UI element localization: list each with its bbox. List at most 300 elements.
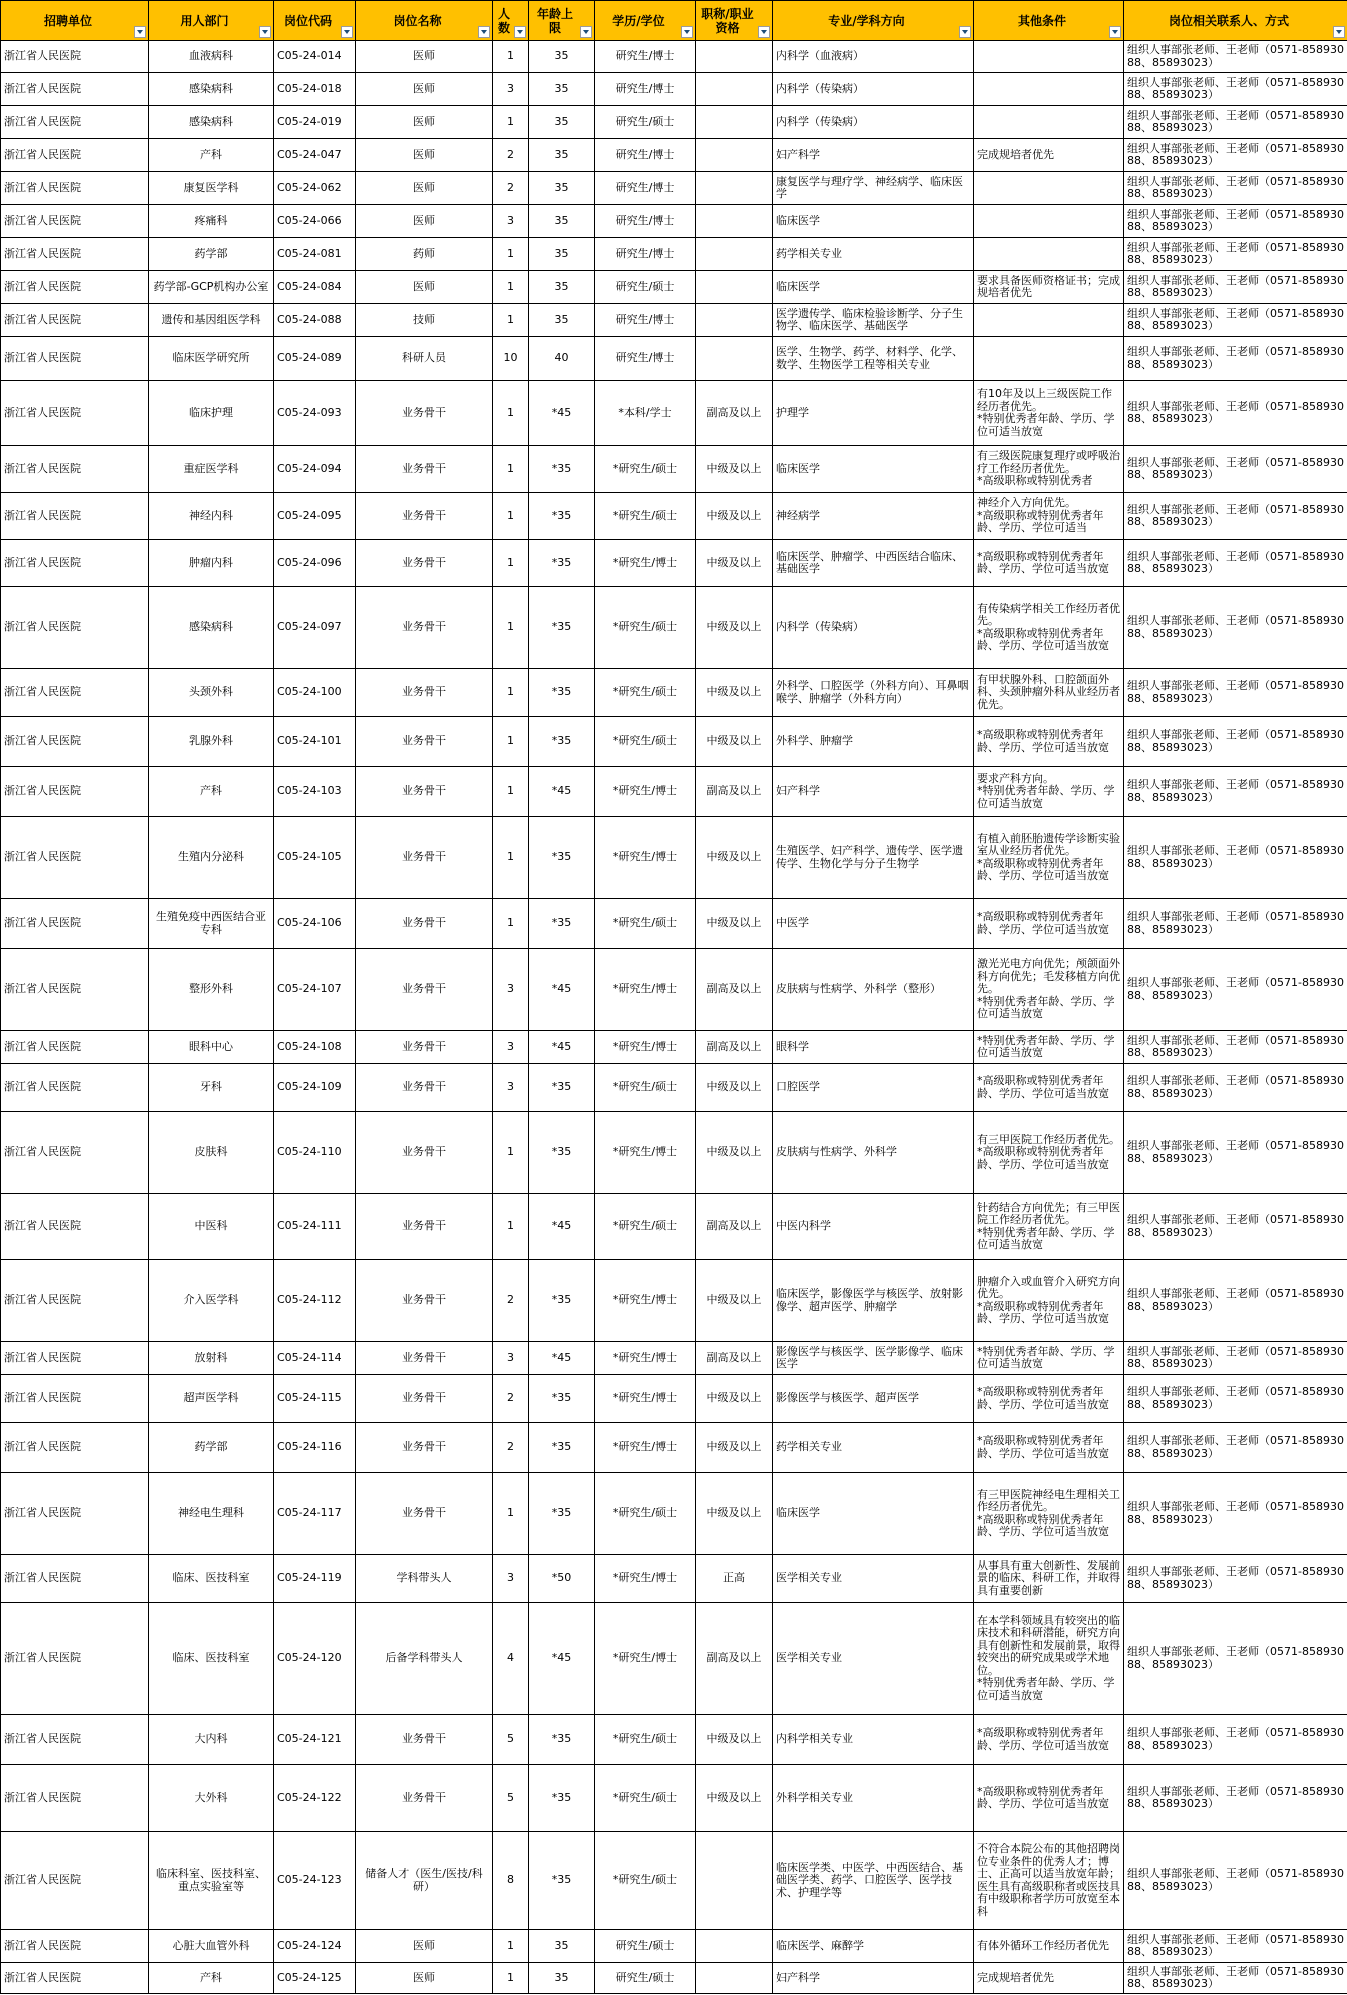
cell-unit[interactable] [1, 540, 149, 587]
cell-rank[interactable] [696, 817, 773, 899]
cell-dept[interactable] [149, 1473, 274, 1555]
cell-unit[interactable] [1, 1963, 149, 1994]
cell-title[interactable] [356, 446, 493, 493]
cell-edu[interactable] [595, 1375, 696, 1423]
cell-title[interactable] [356, 587, 493, 669]
cell-dept[interactable] [149, 587, 274, 669]
cell-age[interactable] [529, 106, 595, 139]
cell-rank[interactable] [696, 1031, 773, 1064]
cell-other[interactable] [974, 1031, 1124, 1064]
cell-major[interactable] [773, 1423, 974, 1473]
cell-other[interactable] [974, 172, 1124, 205]
cell-count[interactable] [493, 205, 529, 238]
cell-dept[interactable] [149, 899, 274, 949]
cell-dept[interactable] [149, 1930, 274, 1963]
cell-contact[interactable] [1124, 446, 1347, 493]
filter-dropdown-icon[interactable] [758, 26, 770, 38]
cell-code[interactable] [274, 1930, 356, 1963]
cell-rank[interactable] [696, 493, 773, 540]
cell-count[interactable] [493, 1112, 529, 1194]
cell-dept[interactable] [149, 304, 274, 337]
cell-edu[interactable] [595, 1194, 696, 1260]
cell-unit[interactable] [1, 1031, 149, 1064]
cell-dept[interactable] [149, 238, 274, 271]
cell-title[interactable] [356, 139, 493, 172]
cell-code[interactable] [274, 205, 356, 238]
cell-contact[interactable] [1124, 304, 1347, 337]
cell-other[interactable] [974, 73, 1124, 106]
cell-contact[interactable] [1124, 337, 1347, 381]
cell-contact[interactable] [1124, 381, 1347, 446]
cell-code[interactable] [274, 817, 356, 899]
cell-major[interactable] [773, 1194, 974, 1260]
cell-title[interactable] [356, 1031, 493, 1064]
cell-other[interactable] [974, 238, 1124, 271]
cell-edu[interactable] [595, 41, 696, 73]
cell-rank[interactable] [696, 949, 773, 1031]
cell-major[interactable] [773, 669, 974, 717]
cell-count[interactable] [493, 1963, 529, 1994]
cell-title[interactable] [356, 493, 493, 540]
cell-major[interactable] [773, 1342, 974, 1375]
cell-age[interactable] [529, 540, 595, 587]
cell-rank[interactable] [696, 1064, 773, 1112]
cell-age[interactable] [529, 1930, 595, 1963]
cell-title[interactable] [356, 1423, 493, 1473]
filter-dropdown-icon[interactable] [1333, 26, 1345, 38]
cell-unit[interactable] [1, 1765, 149, 1832]
cell-title[interactable] [356, 41, 493, 73]
cell-edu[interactable] [595, 1963, 696, 1994]
cell-count[interactable] [493, 106, 529, 139]
cell-other[interactable] [974, 381, 1124, 446]
cell-other[interactable] [974, 205, 1124, 238]
cell-dept[interactable] [149, 1031, 274, 1064]
cell-unit[interactable] [1, 381, 149, 446]
cell-major[interactable] [773, 205, 974, 238]
cell-major[interactable] [773, 1555, 974, 1603]
cell-code[interactable] [274, 1031, 356, 1064]
cell-unit[interactable] [1, 73, 149, 106]
cell-edu[interactable] [595, 587, 696, 669]
cell-rank[interactable] [696, 1963, 773, 1994]
cell-contact[interactable] [1124, 1194, 1347, 1260]
cell-unit[interactable] [1, 1112, 149, 1194]
cell-age[interactable] [529, 1194, 595, 1260]
cell-code[interactable] [274, 446, 356, 493]
cell-title[interactable] [356, 1963, 493, 1994]
cell-edu[interactable] [595, 817, 696, 899]
cell-rank[interactable] [696, 1765, 773, 1832]
cell-other[interactable] [974, 337, 1124, 381]
cell-edu[interactable] [595, 717, 696, 767]
cell-unit[interactable] [1, 1342, 149, 1375]
filter-dropdown-icon[interactable] [1109, 26, 1121, 38]
cell-age[interactable] [529, 271, 595, 304]
cell-dept[interactable] [149, 337, 274, 381]
cell-age[interactable] [529, 669, 595, 717]
cell-major[interactable] [773, 41, 974, 73]
cell-major[interactable] [773, 1112, 974, 1194]
cell-other[interactable] [974, 1603, 1124, 1715]
cell-edu[interactable] [595, 304, 696, 337]
cell-age[interactable] [529, 1603, 595, 1715]
cell-major[interactable] [773, 446, 974, 493]
cell-count[interactable] [493, 1375, 529, 1423]
cell-other[interactable] [974, 41, 1124, 73]
cell-edu[interactable] [595, 767, 696, 817]
cell-major[interactable] [773, 1260, 974, 1342]
cell-dept[interactable] [149, 1603, 274, 1715]
cell-major[interactable] [773, 1832, 974, 1930]
cell-title[interactable] [356, 337, 493, 381]
cell-age[interactable] [529, 817, 595, 899]
cell-major[interactable] [773, 1064, 974, 1112]
filter-dropdown-icon[interactable] [959, 26, 971, 38]
cell-edu[interactable] [595, 669, 696, 717]
cell-other[interactable] [974, 767, 1124, 817]
cell-rank[interactable] [696, 172, 773, 205]
cell-contact[interactable] [1124, 139, 1347, 172]
cell-other[interactable] [974, 1260, 1124, 1342]
cell-unit[interactable] [1, 717, 149, 767]
cell-count[interactable] [493, 1765, 529, 1832]
cell-other[interactable] [974, 1112, 1124, 1194]
cell-other[interactable] [974, 817, 1124, 899]
cell-edu[interactable] [595, 493, 696, 540]
cell-age[interactable] [529, 949, 595, 1031]
cell-major[interactable] [773, 172, 974, 205]
cell-rank[interactable] [696, 717, 773, 767]
cell-dept[interactable] [149, 446, 274, 493]
cell-unit[interactable] [1, 337, 149, 381]
cell-dept[interactable] [149, 41, 274, 73]
cell-major[interactable] [773, 106, 974, 139]
cell-other[interactable] [974, 1930, 1124, 1963]
cell-contact[interactable] [1124, 271, 1347, 304]
cell-other[interactable] [974, 1832, 1124, 1930]
cell-title[interactable] [356, 106, 493, 139]
cell-edu[interactable] [595, 205, 696, 238]
cell-unit[interactable] [1, 304, 149, 337]
cell-dept[interactable] [149, 1963, 274, 1994]
cell-unit[interactable] [1, 205, 149, 238]
cell-age[interactable] [529, 381, 595, 446]
cell-rank[interactable] [696, 446, 773, 493]
cell-unit[interactable] [1, 1832, 149, 1930]
cell-age[interactable] [529, 899, 595, 949]
cell-title[interactable] [356, 1342, 493, 1375]
cell-unit[interactable] [1, 271, 149, 304]
cell-dept[interactable] [149, 205, 274, 238]
cell-contact[interactable] [1124, 1555, 1347, 1603]
cell-contact[interactable] [1124, 767, 1347, 817]
cell-age[interactable] [529, 73, 595, 106]
cell-title[interactable] [356, 817, 493, 899]
cell-dept[interactable] [149, 1064, 274, 1112]
cell-rank[interactable] [696, 271, 773, 304]
cell-count[interactable] [493, 1555, 529, 1603]
cell-count[interactable] [493, 1603, 529, 1715]
cell-other[interactable] [974, 304, 1124, 337]
cell-code[interactable] [274, 767, 356, 817]
cell-edu[interactable] [595, 1930, 696, 1963]
cell-count[interactable] [493, 238, 529, 271]
cell-age[interactable] [529, 1832, 595, 1930]
cell-unit[interactable] [1, 1603, 149, 1715]
cell-contact[interactable] [1124, 817, 1347, 899]
cell-edu[interactable] [595, 73, 696, 106]
cell-title[interactable] [356, 767, 493, 817]
cell-age[interactable] [529, 41, 595, 73]
cell-major[interactable] [773, 1765, 974, 1832]
cell-title[interactable] [356, 1112, 493, 1194]
cell-code[interactable] [274, 73, 356, 106]
cell-dept[interactable] [149, 381, 274, 446]
filter-dropdown-icon[interactable] [681, 26, 693, 38]
cell-contact[interactable] [1124, 949, 1347, 1031]
cell-contact[interactable] [1124, 1930, 1347, 1963]
cell-dept[interactable] [149, 139, 274, 172]
cell-unit[interactable] [1, 1375, 149, 1423]
cell-rank[interactable] [696, 1423, 773, 1473]
cell-unit[interactable] [1, 1064, 149, 1112]
cell-title[interactable] [356, 1715, 493, 1765]
cell-dept[interactable] [149, 1112, 274, 1194]
cell-dept[interactable] [149, 767, 274, 817]
cell-rank[interactable] [696, 1930, 773, 1963]
cell-title[interactable] [356, 304, 493, 337]
cell-major[interactable] [773, 1963, 974, 1994]
cell-count[interactable] [493, 1715, 529, 1765]
cell-dept[interactable] [149, 1765, 274, 1832]
cell-contact[interactable] [1124, 172, 1347, 205]
cell-other[interactable] [974, 899, 1124, 949]
cell-title[interactable] [356, 1555, 493, 1603]
cell-edu[interactable] [595, 238, 696, 271]
cell-rank[interactable] [696, 1342, 773, 1375]
cell-age[interactable] [529, 1423, 595, 1473]
cell-major[interactable] [773, 337, 974, 381]
cell-title[interactable] [356, 1473, 493, 1555]
cell-contact[interactable] [1124, 1031, 1347, 1064]
cell-rank[interactable] [696, 205, 773, 238]
cell-rank[interactable] [696, 73, 773, 106]
cell-unit[interactable] [1, 41, 149, 73]
cell-contact[interactable] [1124, 1715, 1347, 1765]
cell-rank[interactable] [696, 41, 773, 73]
cell-contact[interactable] [1124, 669, 1347, 717]
cell-code[interactable] [274, 1064, 356, 1112]
cell-title[interactable] [356, 1064, 493, 1112]
cell-count[interactable] [493, 381, 529, 446]
cell-major[interactable] [773, 238, 974, 271]
cell-contact[interactable] [1124, 899, 1347, 949]
cell-other[interactable] [974, 139, 1124, 172]
filter-dropdown-icon[interactable] [580, 26, 592, 38]
cell-unit[interactable] [1, 899, 149, 949]
cell-title[interactable] [356, 172, 493, 205]
cell-rank[interactable] [696, 1194, 773, 1260]
cell-dept[interactable] [149, 1194, 274, 1260]
cell-count[interactable] [493, 817, 529, 899]
cell-edu[interactable] [595, 1715, 696, 1765]
cell-edu[interactable] [595, 271, 696, 304]
cell-major[interactable] [773, 304, 974, 337]
cell-contact[interactable] [1124, 41, 1347, 73]
cell-major[interactable] [773, 1031, 974, 1064]
cell-dept[interactable] [149, 1832, 274, 1930]
cell-edu[interactable] [595, 1423, 696, 1473]
cell-contact[interactable] [1124, 1603, 1347, 1715]
cell-dept[interactable] [149, 1715, 274, 1765]
cell-age[interactable] [529, 172, 595, 205]
cell-major[interactable] [773, 717, 974, 767]
cell-edu[interactable] [595, 139, 696, 172]
cell-edu[interactable] [595, 446, 696, 493]
cell-edu[interactable] [595, 172, 696, 205]
cell-unit[interactable] [1, 446, 149, 493]
cell-other[interactable] [974, 1064, 1124, 1112]
cell-other[interactable] [974, 1765, 1124, 1832]
cell-contact[interactable] [1124, 1375, 1347, 1423]
cell-code[interactable] [274, 1112, 356, 1194]
cell-count[interactable] [493, 669, 529, 717]
cell-other[interactable] [974, 1375, 1124, 1423]
cell-age[interactable] [529, 717, 595, 767]
cell-count[interactable] [493, 139, 529, 172]
cell-title[interactable] [356, 1930, 493, 1963]
cell-code[interactable] [274, 540, 356, 587]
cell-count[interactable] [493, 949, 529, 1031]
cell-dept[interactable] [149, 669, 274, 717]
cell-contact[interactable] [1124, 1342, 1347, 1375]
cell-code[interactable] [274, 41, 356, 73]
cell-count[interactable] [493, 493, 529, 540]
cell-title[interactable] [356, 1832, 493, 1930]
cell-edu[interactable] [595, 337, 696, 381]
cell-other[interactable] [974, 1342, 1124, 1375]
cell-title[interactable] [356, 1375, 493, 1423]
cell-count[interactable] [493, 1260, 529, 1342]
cell-count[interactable] [493, 172, 529, 205]
cell-major[interactable] [773, 139, 974, 172]
cell-contact[interactable] [1124, 1064, 1347, 1112]
cell-contact[interactable] [1124, 1473, 1347, 1555]
cell-code[interactable] [274, 1194, 356, 1260]
cell-age[interactable] [529, 1473, 595, 1555]
cell-title[interactable] [356, 271, 493, 304]
cell-contact[interactable] [1124, 1765, 1347, 1832]
cell-unit[interactable] [1, 669, 149, 717]
cell-age[interactable] [529, 1064, 595, 1112]
cell-unit[interactable] [1, 949, 149, 1031]
cell-code[interactable] [274, 669, 356, 717]
cell-dept[interactable] [149, 1342, 274, 1375]
cell-rank[interactable] [696, 767, 773, 817]
cell-contact[interactable] [1124, 205, 1347, 238]
cell-age[interactable] [529, 139, 595, 172]
cell-code[interactable] [274, 1715, 356, 1765]
cell-code[interactable] [274, 337, 356, 381]
cell-age[interactable] [529, 1375, 595, 1423]
cell-count[interactable] [493, 540, 529, 587]
cell-edu[interactable] [595, 540, 696, 587]
cell-code[interactable] [274, 1342, 356, 1375]
cell-dept[interactable] [149, 106, 274, 139]
cell-major[interactable] [773, 381, 974, 446]
cell-major[interactable] [773, 587, 974, 669]
cell-code[interactable] [274, 304, 356, 337]
cell-rank[interactable] [696, 1603, 773, 1715]
cell-rank[interactable] [696, 139, 773, 172]
cell-edu[interactable] [595, 899, 696, 949]
cell-rank[interactable] [696, 381, 773, 446]
cell-unit[interactable] [1, 817, 149, 899]
cell-title[interactable] [356, 1260, 493, 1342]
cell-title[interactable] [356, 1603, 493, 1715]
cell-rank[interactable] [696, 669, 773, 717]
cell-age[interactable] [529, 446, 595, 493]
cell-age[interactable] [529, 1112, 595, 1194]
cell-unit[interactable] [1, 1194, 149, 1260]
cell-count[interactable] [493, 73, 529, 106]
cell-code[interactable] [274, 949, 356, 1031]
cell-age[interactable] [529, 1031, 595, 1064]
cell-age[interactable] [529, 587, 595, 669]
cell-age[interactable] [529, 1715, 595, 1765]
cell-other[interactable] [974, 587, 1124, 669]
cell-code[interactable] [274, 493, 356, 540]
cell-code[interactable] [274, 1765, 356, 1832]
cell-unit[interactable] [1, 1715, 149, 1765]
cell-other[interactable] [974, 1473, 1124, 1555]
cell-code[interactable] [274, 139, 356, 172]
cell-dept[interactable] [149, 717, 274, 767]
cell-code[interactable] [274, 717, 356, 767]
cell-unit[interactable] [1, 1423, 149, 1473]
cell-contact[interactable] [1124, 717, 1347, 767]
cell-age[interactable] [529, 493, 595, 540]
cell-code[interactable] [274, 899, 356, 949]
cell-major[interactable] [773, 73, 974, 106]
cell-other[interactable] [974, 1963, 1124, 1994]
cell-rank[interactable] [696, 337, 773, 381]
cell-count[interactable] [493, 717, 529, 767]
cell-rank[interactable] [696, 1715, 773, 1765]
cell-other[interactable] [974, 540, 1124, 587]
cell-title[interactable] [356, 205, 493, 238]
cell-unit[interactable] [1, 767, 149, 817]
cell-title[interactable] [356, 381, 493, 446]
cell-edu[interactable] [595, 1112, 696, 1194]
cell-rank[interactable] [696, 304, 773, 337]
cell-count[interactable] [493, 767, 529, 817]
cell-title[interactable] [356, 238, 493, 271]
cell-contact[interactable] [1124, 1832, 1347, 1930]
cell-count[interactable] [493, 41, 529, 73]
cell-title[interactable] [356, 73, 493, 106]
cell-age[interactable] [529, 767, 595, 817]
cell-dept[interactable] [149, 271, 274, 304]
cell-unit[interactable] [1, 1473, 149, 1555]
cell-major[interactable] [773, 767, 974, 817]
cell-other[interactable] [974, 1555, 1124, 1603]
cell-other[interactable] [974, 949, 1124, 1031]
cell-rank[interactable] [696, 1112, 773, 1194]
cell-count[interactable] [493, 1342, 529, 1375]
cell-unit[interactable] [1, 493, 149, 540]
